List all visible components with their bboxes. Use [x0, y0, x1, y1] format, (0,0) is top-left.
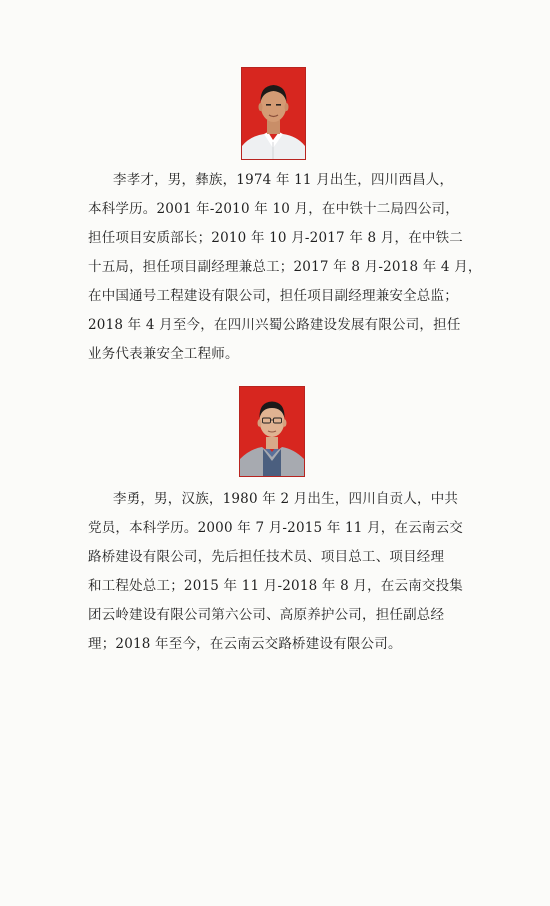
bio-line: 李孝才，男，彝族，1974 年 11 月出生，四川西昌人，	[113, 172, 454, 188]
bio-line: 业务代表兼安全工程师。	[88, 346, 239, 362]
bio-line: 本科学历。2001 年-2010 年 10 月，在中铁十二局四公司，	[88, 201, 459, 217]
bio-line: 十五局，担任项目副经理兼总工；2017 年 8 月-2018 年 4 月，	[88, 259, 482, 275]
profile-photo-1	[241, 67, 306, 160]
bio-line: 团云岭建设有限公司第六公司、高原养护公司，担任副总经	[88, 607, 445, 623]
profile-photo-2	[239, 386, 305, 477]
bio-line: 2018 年 4 月至今，在四川兴蜀公路建设发展有限公司，担任	[88, 317, 461, 333]
bio-line: 担任项目安质部长；2010 年 10 月-2017 年 8 月，在中铁二	[88, 230, 463, 246]
bio-line: 和工程处总工；2015 年 11 月-2018 年 8 月，在云南交投集	[88, 578, 463, 594]
bio-line: 李勇，男，汉族，1980 年 2 月出生，四川自贡人，中共	[113, 491, 459, 507]
bio-line: 理；2018 年至今，在云南云交路桥建设有限公司。	[88, 636, 402, 652]
portrait-image	[240, 387, 304, 476]
bio-line: 党员，本科学历。2000 年 7 月-2015 年 11 月，在云南云交	[88, 520, 463, 536]
profile-bio-1	[88, 166, 482, 369]
bio-line: 在中国通号工程建设有限公司，担任项目副经理兼安全总监；	[88, 288, 458, 304]
profile-bio-2	[88, 485, 468, 659]
portrait-image	[242, 68, 305, 159]
bio-line: 路桥建设有限公司，先后担任技术员、项目总工、项目经理	[88, 549, 445, 565]
